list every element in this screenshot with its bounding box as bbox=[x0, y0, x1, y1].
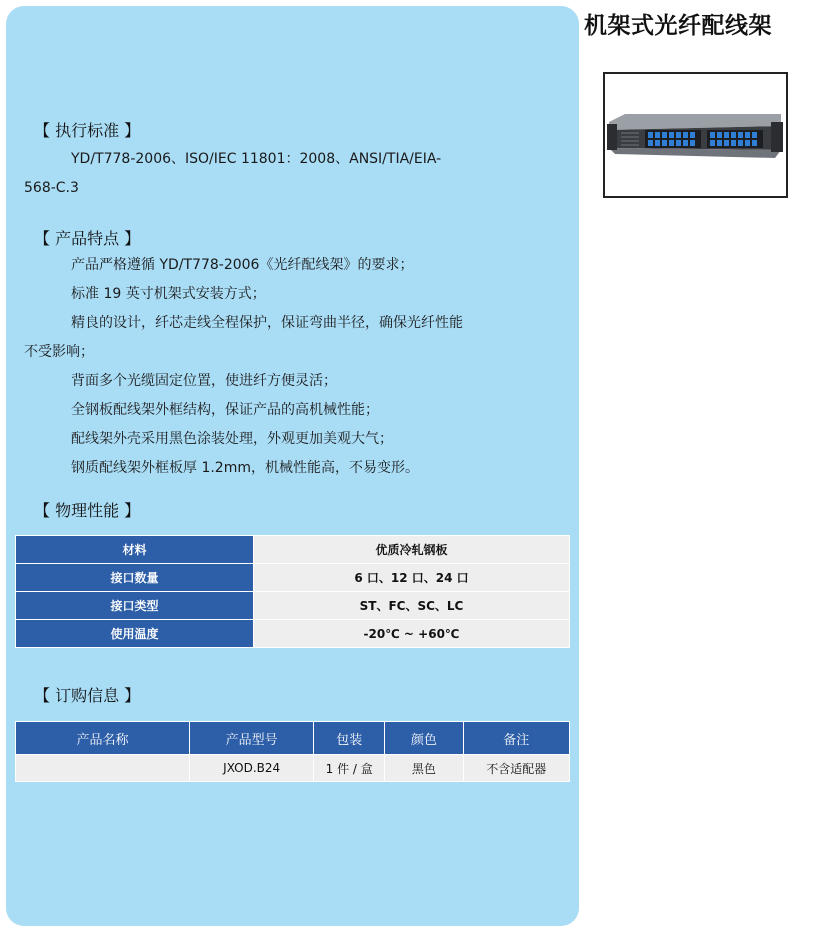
table-row bbox=[16, 620, 570, 648]
physical-value: 优质冷轧钢板 bbox=[254, 536, 570, 564]
order-header-cell: 包装 bbox=[314, 722, 385, 755]
feature-line: 背面多个光缆固定位置，使进纤方便灵活； bbox=[71, 373, 337, 389]
order-table bbox=[15, 721, 570, 782]
order-header-cell: 备注 bbox=[463, 722, 569, 755]
order-heading: 【 订购信息 】 bbox=[34, 686, 141, 705]
physical-value: 6 口、12 口、24 口 bbox=[254, 564, 570, 592]
standard-heading: 【 执行标准 】 bbox=[34, 121, 141, 140]
physical-key: 材料 bbox=[16, 536, 254, 564]
feature-line: 全钢板配线架外框结构，保证产品的高机械性能； bbox=[71, 402, 379, 418]
features-text bbox=[24, 251, 562, 483]
feature-line: 标准 19 英寸机架式安装方式； bbox=[71, 286, 266, 302]
physical-table bbox=[15, 535, 570, 648]
physical-key: 使用温度 bbox=[16, 620, 254, 648]
rack-patch-panel-image bbox=[605, 74, 786, 196]
page-title: 机架式光纤配线架 bbox=[584, 13, 772, 39]
product-photo bbox=[603, 72, 788, 198]
order-cell: 黑色 bbox=[385, 755, 464, 782]
order-header-cell: 产品型号 bbox=[189, 722, 314, 755]
order-cell: JXOD.B24 bbox=[189, 755, 314, 782]
standard-line: YD/T778-2006、ISO/IEC 11801：2008、ANSI/TIA/EIA- bbox=[71, 151, 442, 167]
feature-line: 钢质配线架外框板厚 1.2mm，机械性能高，不易变形。 bbox=[71, 460, 419, 476]
features-heading: 【 产品特点 】 bbox=[34, 229, 141, 248]
table-header-row bbox=[16, 722, 570, 755]
order-header-cell: 产品名称 bbox=[16, 722, 190, 755]
physical-heading: 【 物理性能 】 bbox=[34, 501, 141, 520]
table-row bbox=[16, 564, 570, 592]
order-cell: 不含适配器 bbox=[463, 755, 569, 782]
feature-line: 精良的设计，纤芯走线全程保护，保证弯曲半径，确保光纤性能 bbox=[71, 315, 463, 331]
physical-value: -20℃ ~ +60℃ bbox=[254, 620, 570, 648]
order-cell bbox=[16, 755, 190, 782]
physical-key: 接口数量 bbox=[16, 564, 254, 592]
physical-key: 接口类型 bbox=[16, 592, 254, 620]
feature-line: 配线架外壳采用黑色涂装处理，外观更加美观大气； bbox=[71, 431, 393, 447]
standard-text bbox=[24, 145, 562, 203]
physical-value: ST、FC、SC、LC bbox=[254, 592, 570, 620]
standard-line: 568-C.3 bbox=[24, 180, 79, 196]
feature-line: 不受影响； bbox=[24, 344, 94, 360]
feature-line: 产品严格遵循 YD/T778-2006《光纤配线架》的要求； bbox=[71, 257, 414, 273]
table-row bbox=[16, 755, 570, 782]
order-header-cell: 颜色 bbox=[385, 722, 464, 755]
table-row bbox=[16, 536, 570, 564]
order-cell: 1 件 / 盒 bbox=[314, 755, 385, 782]
table-row bbox=[16, 592, 570, 620]
